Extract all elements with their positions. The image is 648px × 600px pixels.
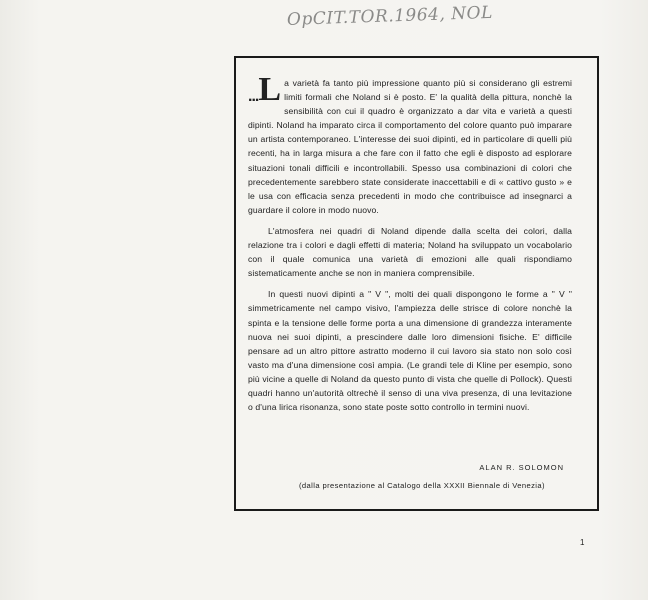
paragraph-3: In questi nuovi dipinti a " V ", molti dei quali dispongono le forme a " V " simmetricamente nel campo visivo, l'ampiezza delle strisce di colore nonchè la spinta e la tensione delle forme porta a una dimensione di grandezza interamente nuova nei suoi dipinti, a prescindere dalle loro dimensioni fisiche. E' difficile pensare ad un altro pittore astratto moderno il cui lavoro sia stato non solo così vasto ma d'una dimensione così ampia. (Le grandi tele di Kline per esempio, sono più vicine a quelle di Noland da questo punto di vista che quelle di Pollock). Questi quadri hanno un'autorità oltrechè il senso di una viva presenza, di una levitazione o d'una lirica risonanza, sono state poste sotto controllo in termini nuovi. xyxy=(248,289,572,413)
paragraph-1 xyxy=(248,71,572,217)
dropcap-block xyxy=(248,71,282,108)
author-signature: ALAN R. SOLOMON xyxy=(479,463,564,472)
body-text xyxy=(248,71,572,421)
dropcap-letter: L xyxy=(258,71,282,108)
paragraph-1-text: a varietà fa tanto più impressione quanto più si considerano gli estremi limiti formali che Noland si è posto. E' la qualità della pittura, nonchè la sensibilità con cui il quadro è organizzato a dar vita e varietà a questi dipinti. Noland ha imparato circa il comportamento del colore quanto può imparare un artista contemporaneo. L'interesse dei suoi dipinti, ed in particolare di quelli più recenti, ha in larga misura a che fare con il fatto che egli è disposto ad esplorare situazioni tonali difficili e incontrollabili. Spesso usa combinazioni di colori che precedentemente sarebbero state considerate inaccettabili e di « cattivo gusto » e le usa con efficacia senza precedenti in modo che contribuisce ad insegnarci a guardare il colore in modo nuovo. xyxy=(248,78,572,215)
paragraph-2: L'atmosfera nei quadri di Noland dipende dalla scelta dei colori, dalla relazione tra i colori e dagli effetti di materia; Noland ha sviluppato un vocabolario con il quale comunica una varietà di emozioni alle quali rispondiamo sistematicamente anche se non in maniera comprensibile. xyxy=(248,225,572,279)
page-number: 1 xyxy=(580,538,585,547)
source-citation: (dalla presentazione al Catalogo della XXXII Biennale di Venezia) xyxy=(299,481,545,490)
handwritten-note: OpCIT.TOR.1964, NOL xyxy=(286,2,494,30)
ellipsis: ... xyxy=(248,88,259,105)
